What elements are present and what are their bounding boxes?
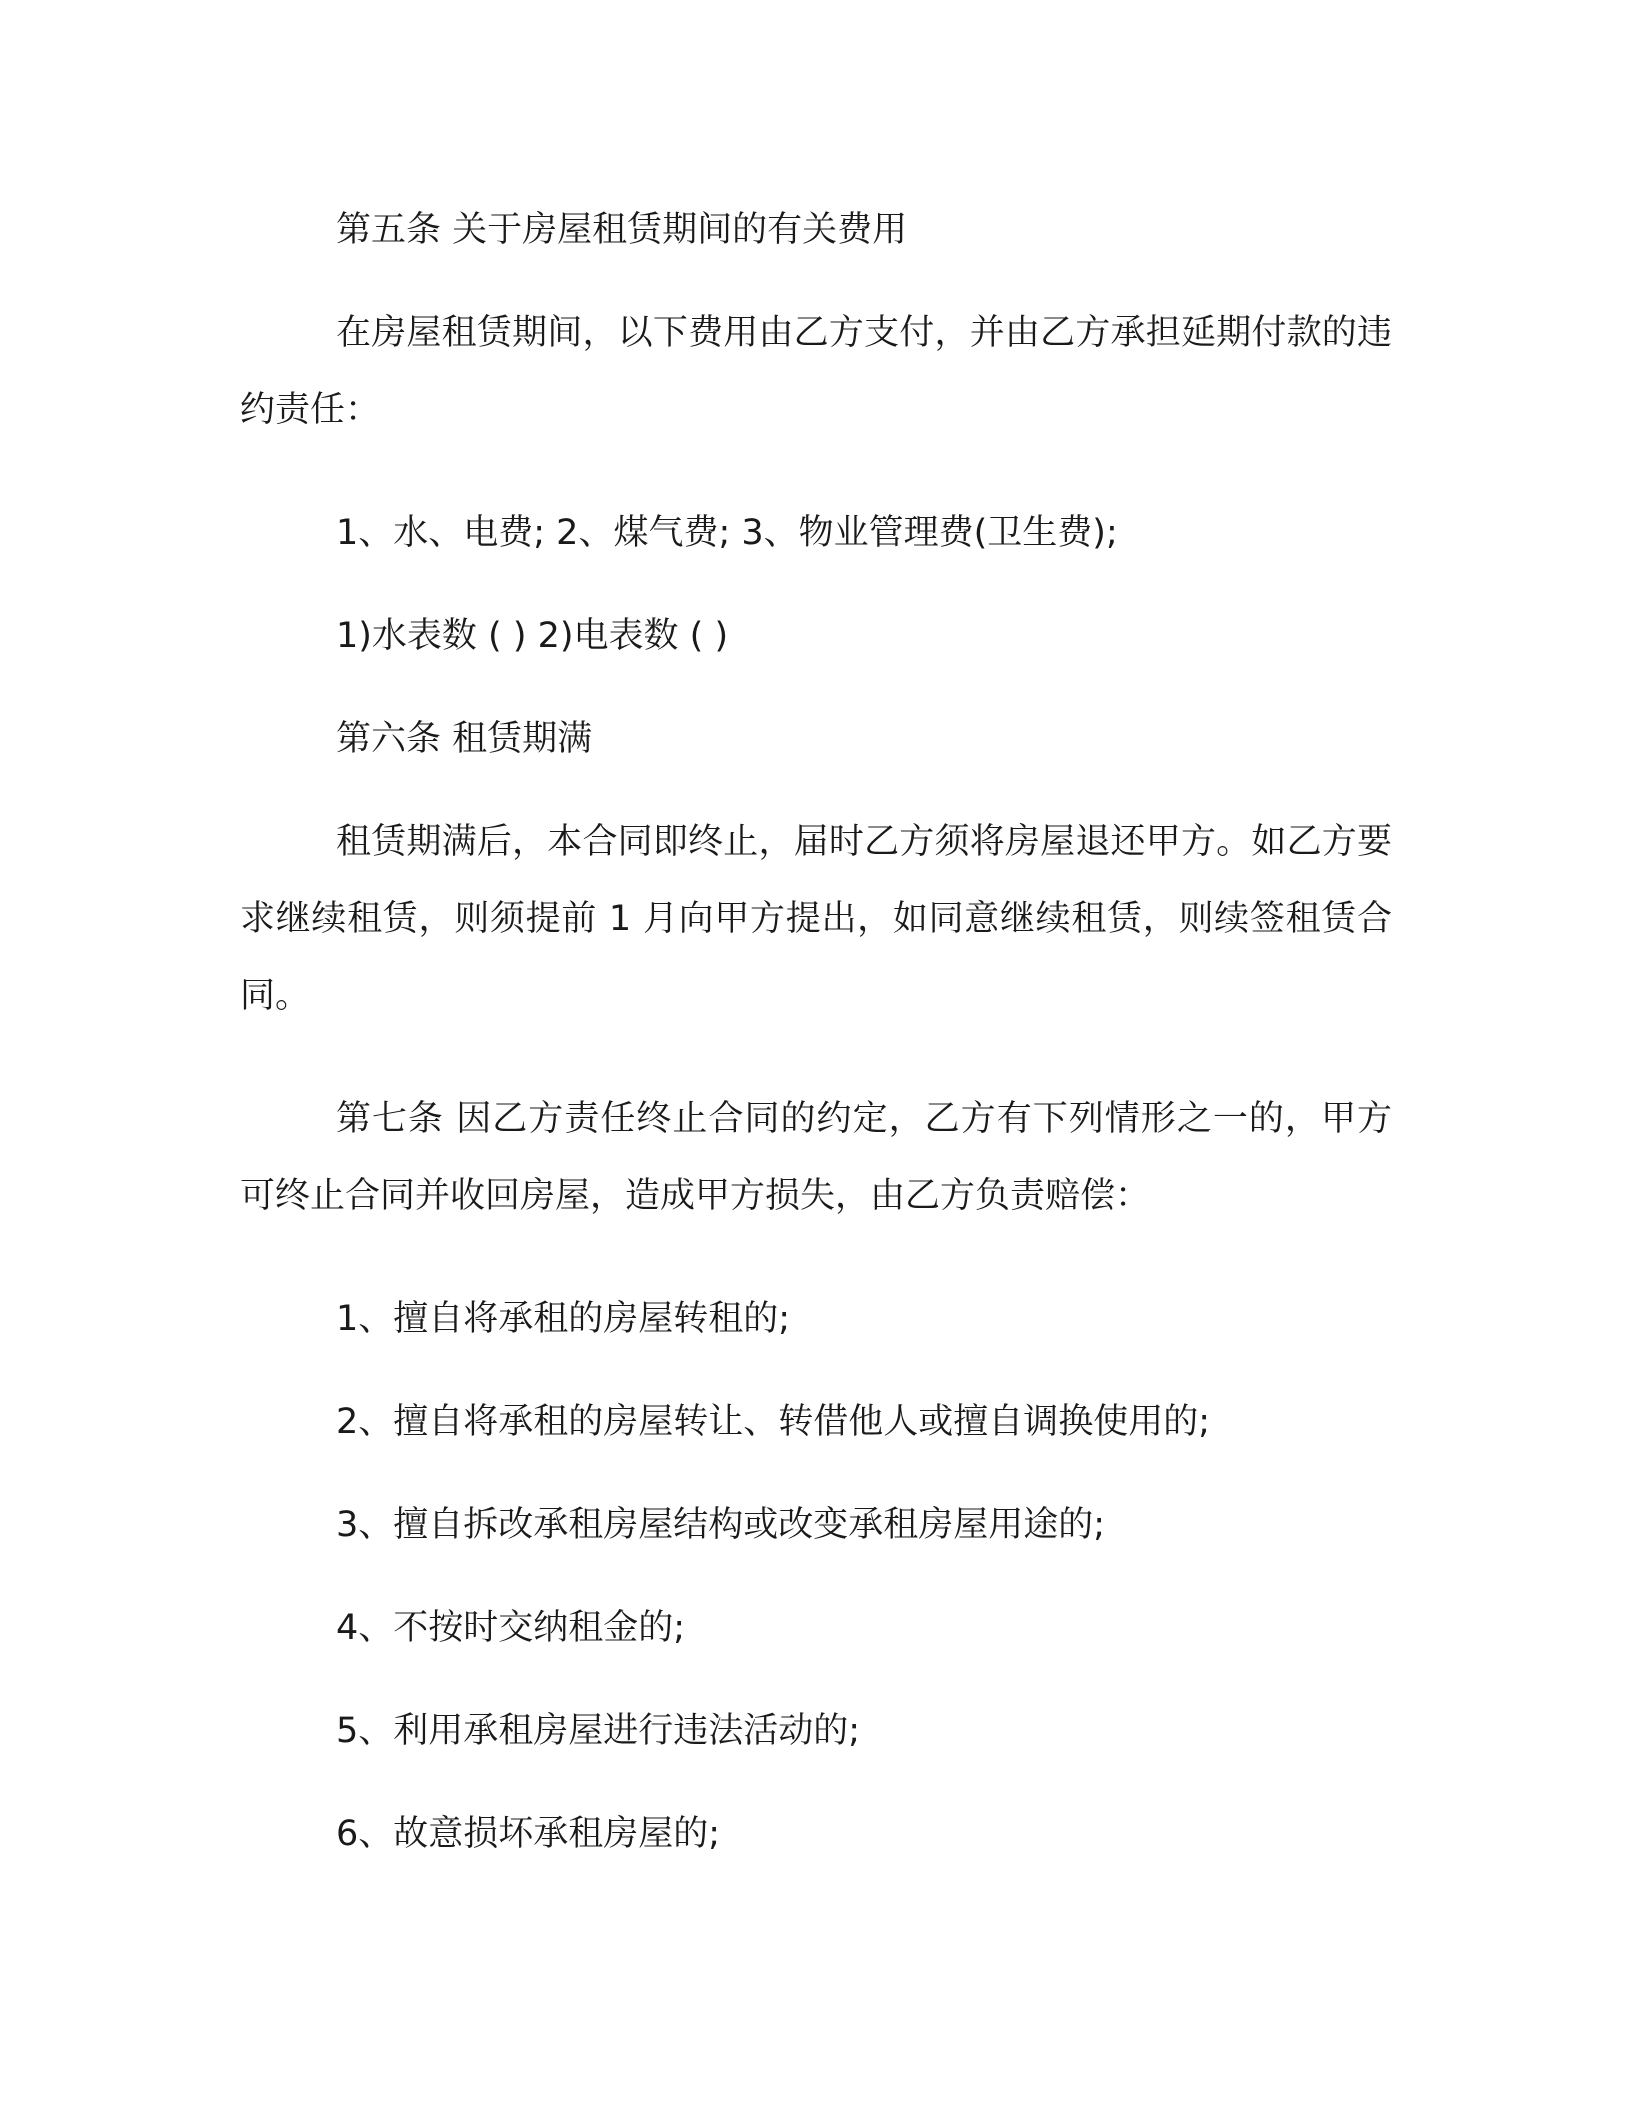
- article-5-heading: 第五条 关于房屋租赁期间的有关费用: [336, 210, 908, 250]
- list-item: 1、擅自将承租的房屋转租的;: [336, 1299, 791, 1339]
- article-5-text: 在房屋租赁期间，以下费用由乙方支付，并由乙方承担延期付款的违约责任：: [240, 313, 1392, 430]
- article-7-text: 第七条 因乙方责任终止合同的约定，乙方有下列情形之一的，甲方可终止合同并收回房屋，造成甲方损失，由乙方负责赔偿：: [240, 1099, 1392, 1216]
- article-6-text: 租赁期满后，本合同即终止，届时乙方须将房屋退还甲方。如乙方要求继续租赁，则须提前 1 月向甲方提出，如同意继续租赁，则续签租赁合同。: [240, 822, 1392, 1016]
- list-item: 6、故意损坏承租房屋的;: [336, 1814, 721, 1854]
- article-6-heading: 第六条 租赁期满: [336, 719, 593, 759]
- list-item: 3、擅自拆改承租房屋结构或改变承租房屋用途的;: [336, 1505, 1106, 1545]
- document-body: [240, 192, 1392, 1899]
- list-item: 4、不按时交纳租金的;: [336, 1608, 686, 1648]
- list-item: 2、擅自将承租的房屋转让、转借他人或擅自调换使用的;: [336, 1402, 1211, 1442]
- meter-readings: 1)水表数 ( ) 2)电表数 ( ): [336, 616, 729, 656]
- list-item: 5、利用承租房屋进行违法活动的;: [336, 1711, 861, 1751]
- fee-list: 1、水、电费; 2、煤气费; 3、物业管理费(卫生费);: [336, 513, 1118, 553]
